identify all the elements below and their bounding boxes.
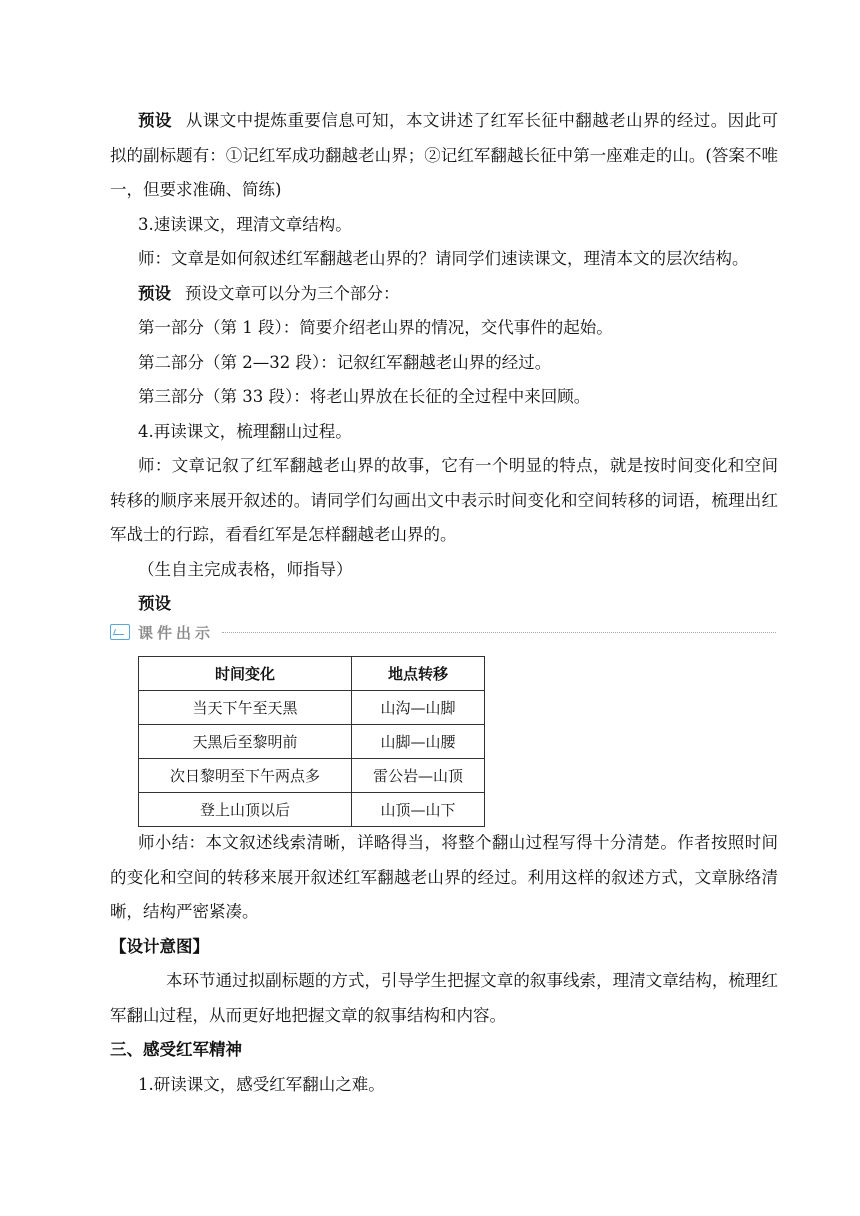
route-table [138,656,485,827]
step-3: 3.速读课文，理清文章结构。 [138,214,352,234]
column-header-time: 时间变化 [139,657,352,691]
preset-label: 预设 [138,111,172,130]
courseware-title: 课件出示 [138,623,215,642]
section-heading-3: 三、感受红军精神 [110,1040,242,1059]
structure-part-1: 第一部分（第 1 段）：简要介绍老山界的情况，交代事件的起始。 [138,318,613,337]
courseware-banner [110,621,776,643]
table-cell-place: 山脚—山腰 [352,725,485,759]
design-intent-heading: 【设计意图】 [110,936,209,956]
design-intent-text [110,964,778,1033]
teacher-question-1: 师：文章是如何叙述红军翻越老山界的？请同学们速读课文，理清本文的层次结构。 [138,249,749,268]
teacher-question-2-text: 师：文章记叙了红军翻越老山界的故事，它有一个明显的特点，就是按时间变化和空间转移的顺序来展开叙述的。请同学们勾画出文中表示时间变化和空间转移的词语，梳理出红军战士的行踪，看看红军是怎样翻越老山界的。 [110,456,778,544]
step-4: 4.再读课文，梳理翻山过程。 [138,421,352,441]
table-row [139,759,485,793]
preset-paragraph-1 [110,104,779,208]
design-intent-body: 本环节通过拟副标题的方式，引导学生把握文章的叙事线索，理清文章结构，梳理红军翻山过程，从而更好地把握文章的叙事结构和内容。 [110,971,778,1025]
teacher-summary-text: 师小结：本文叙述线索清晰，详略得当，将整个翻山过程写得十分清楚。作者按照时间的变化和空间的转移来展开叙述红军翻越老山界的经过。利用这样的叙述方式，文章脉络清晰，结构严密紧凑。 [110,833,778,921]
table-header-row [139,657,485,691]
teacher-summary [110,826,778,930]
page-content [110,104,779,622]
preset-text: 从课文中提炼重要信息可知，本文讲述了红军长征中翻越老山界的经过。因此可拟的副标题有：①记红军成功翻越老山界；②记红军翻越长征中第一座难走的山。(答案不唯一，但要求准确、简练) [110,111,779,199]
table-cell-time: 次日黎明至下午两点多 [139,759,352,793]
table-cell-place: 山沟—山脚 [352,691,485,725]
table-cell-place: 山顶—山下 [352,793,485,827]
column-header-place: 地点转移 [352,657,485,691]
lower-content [110,826,778,1102]
section-3-step-1: 1.研读课文，感受红军翻山之难。 [138,1074,385,1094]
structure-part-2: 第二部分（第 2—32 段）：记叙红军翻越老山界的经过。 [138,352,552,372]
table-row [139,725,485,759]
table-cell-time: 当天下午至天黑 [139,691,352,725]
table-cell-time: 天黑后至黎明前 [139,725,352,759]
preset-label-3: 预设 [138,594,171,613]
preset-label: 预设 [138,283,171,303]
table-cell-time: 登上山顶以后 [139,793,352,827]
structure-part-3: 第三部分（第 33 段）：将老山界放在长征的全过程中来回顾。 [138,387,591,406]
table-cell-place: 雷公岩—山顶 [352,759,485,793]
preset-paragraph-2 [138,277,778,312]
table-row [139,691,485,725]
table-row [139,793,485,827]
instruction-note: （生自主完成表格，师指导） [138,559,353,579]
teacher-question-2 [110,449,778,553]
chart-board-icon [110,624,130,640]
dotted-divider [222,632,776,633]
preset-text: 预设文章可以分为三个部分： [185,283,400,303]
